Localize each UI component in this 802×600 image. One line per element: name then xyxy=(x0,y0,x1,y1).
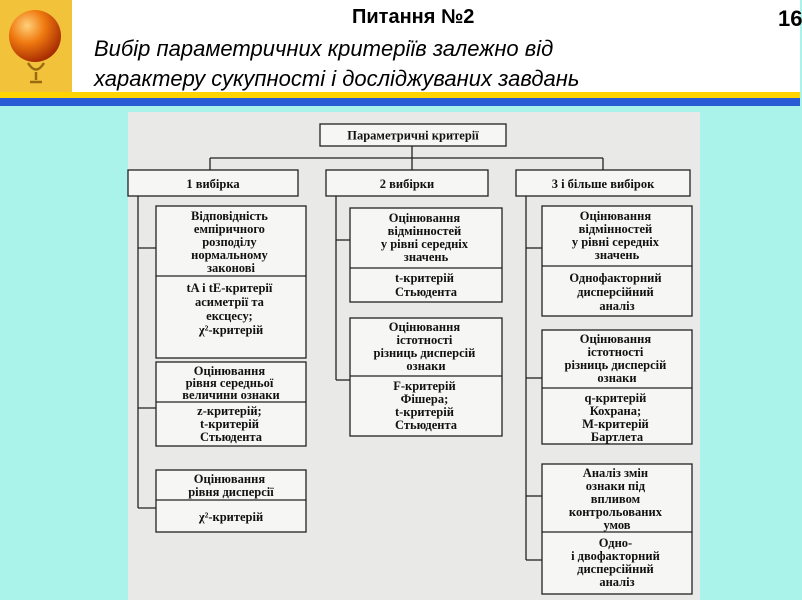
col3-box-5: Аналіз змін ознаки під впливом контрольованих умов xyxy=(568,466,662,532)
subtitle-line-2: характеру сукупності і досліджуваних завдань xyxy=(94,66,580,91)
col3-box-6: Одно- і двофакторний дисперсійний аналіз xyxy=(571,536,660,589)
col1-box-5: Оцінювання рівня дисперсії xyxy=(188,472,274,499)
root-label: Параметричні критерії xyxy=(347,128,479,143)
col3-box-2: Однофакторний дисперсійний аналіз xyxy=(569,271,662,313)
column-3-label: 3 і більше вибірок xyxy=(551,177,655,191)
column-2-label: 2 вибірки xyxy=(379,177,435,191)
col3-box-3: Оцінювання істотності різниць дисперсій ознаки xyxy=(564,332,667,385)
col2-box-3: Оцінювання істотності різниць дисперсій ознаки xyxy=(373,320,476,373)
col3-box-4: q-критерій Кохрана; M-критерій Бартлета xyxy=(582,391,649,444)
slide-title: Питання №2 xyxy=(352,6,475,28)
col1-box-2: tA і tE-критерії асиметрії та ексцесу; χ²-критерій xyxy=(186,281,273,337)
col3-box-1: Оцінювання відмінностей у рівні середніх значень xyxy=(571,209,660,262)
col1-box-4: z-критерій; t-критерій Стьюдента xyxy=(197,404,263,444)
col1-box-6: χ²-критерій xyxy=(198,510,264,524)
column-1-label: 1 вибірка xyxy=(186,177,240,191)
page-number: 16 xyxy=(778,6,802,31)
col1-box-1: Відповідність емпіричного розподілу нормальному законові xyxy=(191,209,268,275)
col1-box-3: Оцінювання рівня середньої величини ознаки xyxy=(182,364,280,402)
col2-box-1: Оцінювання відмінностей у рівні середніх значень xyxy=(380,211,469,264)
col2-box-2: t-критерій Стьюдента xyxy=(394,271,458,299)
subtitle-line-1: Вибір параметричних критеріїв залежно від xyxy=(94,36,554,61)
col2-box-4: F-критерій Фішера; t-критерій Стьюдента xyxy=(393,379,458,432)
